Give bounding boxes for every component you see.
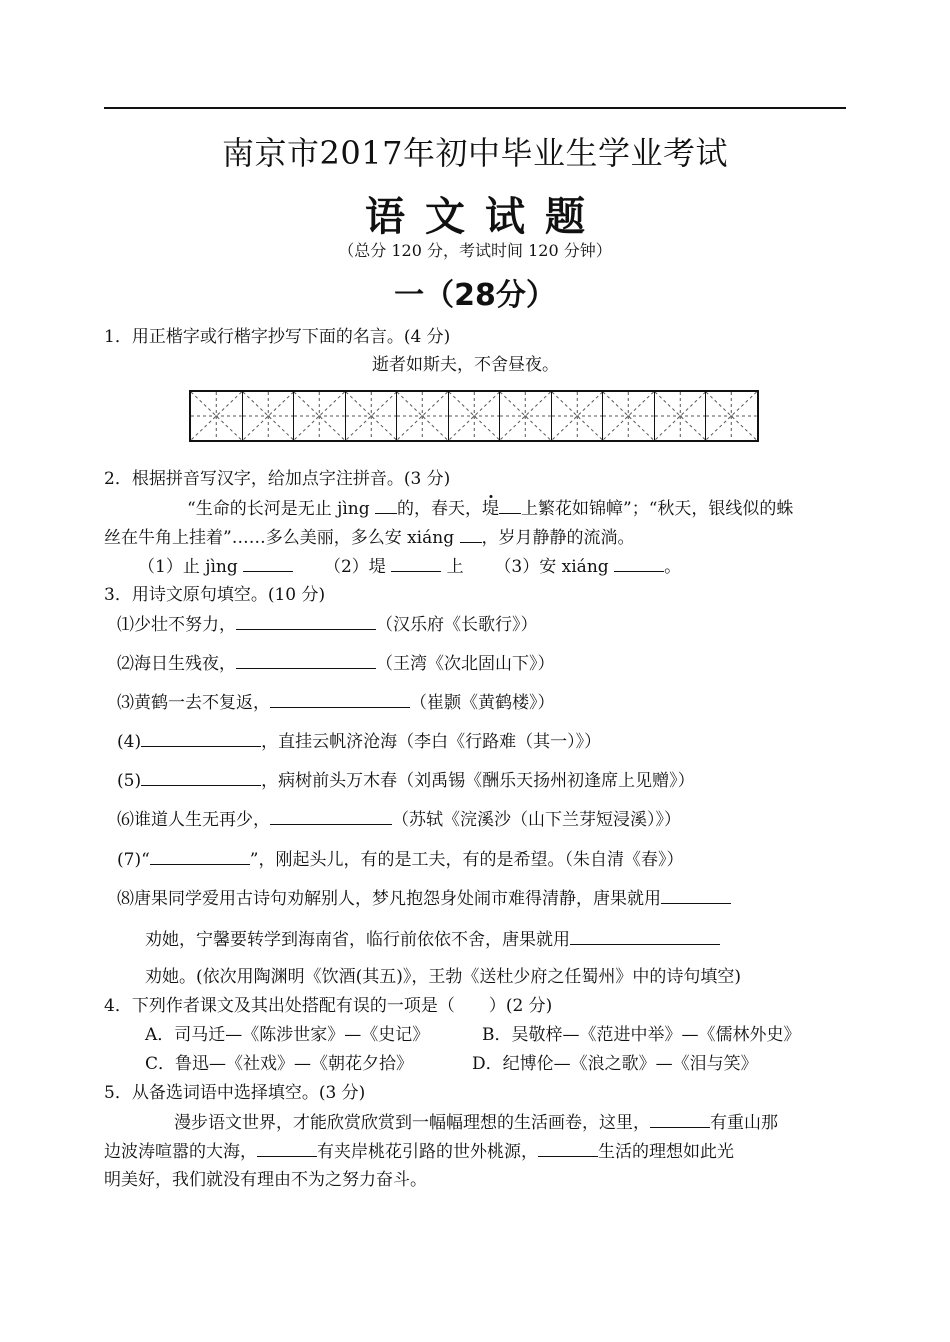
q1-prompt: 1．用正楷字或行楷字抄写下面的名言。(4 分) xyxy=(104,327,451,347)
q5-para-line3: 明美好，我们就没有理由不为之努力奋斗。 xyxy=(104,1170,427,1190)
q3-source: ，直挂云帆济沧海（李白《行路难（其一）》） xyxy=(261,732,602,752)
q3-text: ⑶黄鹤一去不复返， xyxy=(117,693,270,713)
grid-cell[interactable] xyxy=(500,392,552,440)
q2-answer-2-suffix: 上 xyxy=(446,557,464,577)
q1-quote: 逝者如斯夫，不舍昼夜。 xyxy=(372,355,559,375)
q3-source: （汉乐府《长歌行》） xyxy=(376,615,538,635)
q2-answers xyxy=(138,555,681,578)
grid-cell[interactable] xyxy=(191,392,243,440)
header-rule xyxy=(104,107,846,109)
grid-cell[interactable] xyxy=(346,392,398,440)
q4-prompt: 4．下列作者课文及其出处搭配有误的一项是（ ）(2 分) xyxy=(104,996,553,1016)
q2-text: 上繁花如锦幛”；“秋天，银线似的蛛 xyxy=(521,499,794,519)
q3-item-1 xyxy=(117,613,538,636)
exam-title: 南京市2017年初中毕业生学业考试 xyxy=(222,134,728,172)
q2-text: 丝在牛角上挂着”……多么美丽，多么安 xiáng xyxy=(104,528,460,548)
q3-prompt: 3．用诗文原句填空。(10 分) xyxy=(104,585,326,605)
q5-para-line1 xyxy=(174,1111,778,1134)
answer-blank[interactable] xyxy=(141,769,261,786)
q5-text: 漫步语文世界，才能欣赏欣赏到一幅幅理想的生活画卷，这里， xyxy=(174,1113,650,1133)
q3-item-4 xyxy=(117,730,601,753)
q5-text: 边波涛喧嚣的大海， xyxy=(104,1142,257,1162)
q3-item-6 xyxy=(117,808,681,831)
q3-item-8-line3: 劝她。(依次用陶渊明《饮酒(其五)》，王勃《送杜少府之任蜀州》中的诗句填空) xyxy=(145,967,742,987)
q2-answer-3: （3）安 xiáng xyxy=(494,557,609,577)
answer-blank[interactable] xyxy=(270,691,410,708)
exam-note: （总分 120 分，考试时间 120 分钟） xyxy=(338,241,612,260)
q3-text: (4) xyxy=(117,732,142,752)
q3-text: 劝她，宁馨要转学到海南省，临行前依依不舍，唐果就用 xyxy=(145,930,570,950)
answer-blank[interactable] xyxy=(150,848,250,865)
q2-text: ，岁月静静的流淌。 xyxy=(481,528,635,548)
grid-cell[interactable] xyxy=(397,392,449,440)
blank[interactable] xyxy=(499,497,521,514)
q5-text: 有夹岸桃花引路的世外桃源， xyxy=(317,1142,538,1162)
q2-text: 的，春天， xyxy=(397,499,483,519)
q2-para-line1 xyxy=(187,497,793,520)
answer-blank[interactable] xyxy=(570,928,720,945)
answer-blank[interactable] xyxy=(257,1140,317,1157)
answer-blank[interactable] xyxy=(614,555,664,572)
q2-answer-2: （2）堤 xyxy=(323,557,386,577)
q3-item-5 xyxy=(117,769,695,792)
answer-blank[interactable] xyxy=(661,887,731,904)
answer-blank[interactable] xyxy=(236,652,376,669)
answer-blank[interactable] xyxy=(141,730,261,747)
q2-para-line2 xyxy=(104,526,635,549)
blank[interactable] xyxy=(375,497,397,514)
q2-prompt: 2．根据拼音写汉字，给加点字注拼音。(3 分) xyxy=(104,469,451,489)
grid-cell[interactable] xyxy=(449,392,501,440)
q3-source: ，病树前头万木春（刘禹锡《酬乐天扬州初逢席上见赠》） xyxy=(261,771,695,791)
q2-answer-3-suffix: 。 xyxy=(664,557,682,577)
grid-cell[interactable] xyxy=(294,392,346,440)
q5-para-line2 xyxy=(104,1140,734,1163)
q3-item-8-line1 xyxy=(117,887,731,910)
q3-source: （崔颢《黄鹤楼》） xyxy=(410,693,555,713)
answer-blank[interactable] xyxy=(538,1140,598,1157)
q4-option-c[interactable]: C．鲁迅—《社戏》—《朝花夕拾》 xyxy=(145,1054,414,1074)
q3-item-3 xyxy=(117,691,555,714)
q4-option-b[interactable]: B．吴敬梓—《范进中举》—《儒林外史》 xyxy=(482,1025,801,1045)
q2-text: “生命的长河是无止 jìng xyxy=(187,499,376,519)
q2-answer-1: （1）止 jìng xyxy=(138,557,238,577)
dotted-char: 堤 xyxy=(482,499,500,519)
q3-text: (7)“ xyxy=(117,850,150,870)
q3-source: （王湾《次北固山下》） xyxy=(376,654,555,674)
q3-text: (5) xyxy=(117,771,142,791)
answer-blank[interactable] xyxy=(650,1111,710,1128)
q3-source: ”，刚起头儿，有的是工夫，有的是希望。（朱自清《春》） xyxy=(249,850,684,870)
q3-text: ⑹谁道人生无再少， xyxy=(117,810,270,830)
section-heading: 一（28分） xyxy=(394,278,556,313)
grid-cell[interactable] xyxy=(603,392,655,440)
grid-cell[interactable] xyxy=(655,392,707,440)
q4-option-d[interactable]: D．纪博伦—《浪之歌》—《泪与笑》 xyxy=(472,1054,758,1074)
answer-blank[interactable] xyxy=(243,555,293,572)
q3-item-7 xyxy=(117,848,683,871)
grid-cell[interactable] xyxy=(243,392,295,440)
q5-text: 有重山那 xyxy=(710,1113,778,1133)
q3-text: ⑵海日生残夜， xyxy=(117,654,236,674)
subject-title: 语文试题 xyxy=(365,194,605,240)
answer-blank[interactable] xyxy=(236,613,376,630)
answer-blank[interactable] xyxy=(270,808,392,825)
q5-text: 生活的理想如此光 xyxy=(598,1142,734,1162)
blank[interactable] xyxy=(460,526,482,543)
q3-text: ⑻唐果同学爱用古诗句劝解别人，梦凡抱怨身处闹市难得清静，唐果就用 xyxy=(117,889,661,909)
grid-cell[interactable] xyxy=(706,392,757,440)
q3-source: （苏轼《浣溪沙（山下兰芽短浸溪）》） xyxy=(392,810,681,830)
q4-option-a[interactable]: A．司马迁—《陈涉世家》—《史记》 xyxy=(145,1025,430,1045)
q3-text: ⑴少壮不努力， xyxy=(117,615,236,635)
grid-cell[interactable] xyxy=(552,392,604,440)
q3-item-8-line2 xyxy=(145,928,720,951)
q5-prompt: 5．从备选词语中选择填空。(3 分) xyxy=(104,1083,366,1103)
q3-item-2 xyxy=(117,652,555,675)
writing-grid[interactable] xyxy=(189,390,759,442)
answer-blank[interactable] xyxy=(391,555,441,572)
